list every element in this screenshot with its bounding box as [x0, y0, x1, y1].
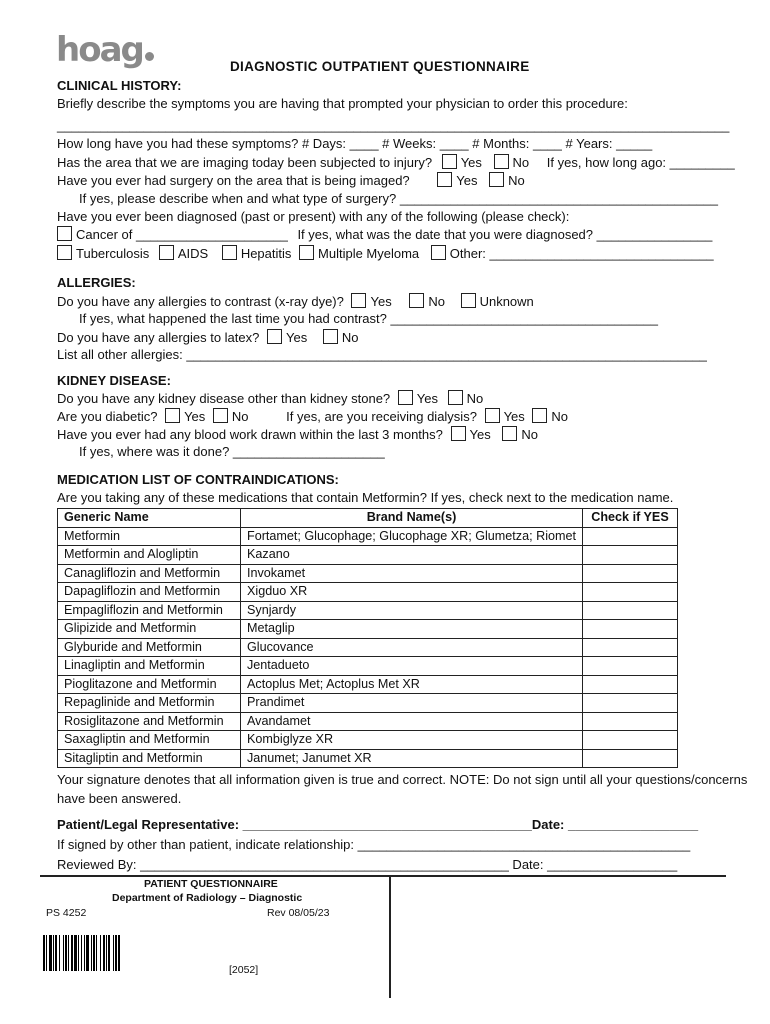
- column-header-brand: Brand Name(s): [241, 509, 583, 528]
- injury-question-row: [57, 154, 735, 170]
- generic-name-cell: Metformin and Alogliptin: [58, 546, 241, 565]
- generic-name-cell: Glyburide and Metformin: [58, 638, 241, 657]
- kidney-yes-label: Yes: [416, 391, 439, 406]
- table-row: [58, 620, 678, 639]
- surgery-yes-label: Yes: [456, 173, 478, 188]
- brand-name-cell: Kombiglyze XR: [241, 731, 583, 750]
- department-label: Department of Radiology – Diagnostic: [112, 892, 303, 904]
- aids-checkbox[interactable]: [159, 245, 174, 260]
- dialysis-question: If yes, are you receiving dialysis?: [286, 409, 477, 424]
- describe-symptoms-prompt: Briefly describe the symptoms you are having that prompted your physician to order this procedure:: [57, 96, 628, 111]
- bloodwork-no-checkbox[interactable]: [502, 426, 517, 441]
- brand-name-cell: Janumet; Janumet XR: [241, 749, 583, 768]
- bloodwork-yes-checkbox[interactable]: [451, 426, 466, 441]
- contrast-unknown-label: Unknown: [479, 294, 534, 309]
- symptom-duration-question[interactable]: How long have you had these symptoms? # Days: ____ # Weeks: ____ # Months: ____ # Years: _____: [57, 136, 653, 151]
- generic-name-cell: Dapagliflozin and Metformin: [58, 583, 241, 602]
- table-row: [58, 712, 678, 731]
- injury-yes-checkbox[interactable]: [442, 154, 457, 169]
- generic-name-cell: Sitagliptin and Metformin: [58, 749, 241, 768]
- metformin-question: Are you taking any of these medications that contain Metformin? If yes, check next to the medication name.: [57, 490, 674, 505]
- injury-how-long-field[interactable]: If yes, how long ago: _________: [546, 155, 735, 170]
- dialysis-no-checkbox[interactable]: [532, 408, 547, 423]
- generic-name-cell: Canagliflozin and Metformin: [58, 564, 241, 583]
- diabetic-row: [57, 408, 568, 424]
- table-header-row: [58, 509, 678, 528]
- brand-name-cell: Kazano: [241, 546, 583, 565]
- generic-name-cell: Pioglitazone and Metformin: [58, 675, 241, 694]
- surgery-describe-field[interactable]: If yes, please describe when and what type of surgery? ____________________________________________: [79, 191, 718, 206]
- multiple-myeloma-label: Multiple Myeloma: [318, 246, 420, 261]
- contrast-yes-label: Yes: [370, 294, 392, 309]
- contrast-allergy-row: [57, 293, 534, 309]
- footer-divider: [40, 875, 726, 877]
- bloodwork-yes-label: Yes: [469, 427, 491, 442]
- check-if-yes-cell[interactable]: [583, 527, 678, 546]
- medication-heading: MEDICATION LIST OF CONTRAINDICATIONS:: [57, 472, 339, 487]
- dialysis-yes-label: Yes: [503, 409, 525, 424]
- table-row: [58, 694, 678, 713]
- table-row: [58, 638, 678, 657]
- latex-allergy-question: Do you have any allergies to latex?: [57, 330, 260, 345]
- aids-label: AIDS: [177, 246, 209, 261]
- barcode: [43, 935, 147, 971]
- contrast-allergy-question: Do you have any allergies to contrast (x-ray dye)?: [57, 294, 344, 309]
- surgery-no-checkbox[interactable]: [489, 172, 504, 187]
- injury-question: Has the area that we are imaging today been subjected to injury?: [57, 155, 433, 170]
- bloodwork-location-field[interactable]: If yes, where was it done? _____________________: [79, 444, 385, 459]
- generic-name-cell: Saxagliptin and Metformin: [58, 731, 241, 750]
- kidney-no-label: No: [466, 391, 484, 406]
- relationship-field[interactable]: If signed by other than patient, indicate relationship: ______________________________________________: [57, 837, 691, 852]
- diagnosed-question: Have you ever been diagnosed (past or present) with any of the following (please check):: [57, 209, 570, 224]
- diabetic-question: Are you diabetic?: [57, 409, 158, 424]
- brand-name-cell: Metaglip: [241, 620, 583, 639]
- latex-yes-checkbox[interactable]: [267, 329, 282, 344]
- other-condition-field[interactable]: Other: _______________________________: [449, 246, 714, 261]
- latex-no-checkbox[interactable]: [323, 329, 338, 344]
- injury-no-checkbox[interactable]: [494, 154, 509, 169]
- surgery-no-label: No: [508, 173, 525, 188]
- clinical-history-heading: CLINICAL HISTORY:: [57, 78, 182, 93]
- contrast-no-label: No: [428, 294, 445, 309]
- table-row: [58, 731, 678, 750]
- brand-name-cell: Jentadueto: [241, 657, 583, 676]
- diabetic-no-checkbox[interactable]: [213, 408, 228, 423]
- brand-name-cell: Glucovance: [241, 638, 583, 657]
- bloodwork-question: Have you ever had any blood work drawn within the last 3 months?: [57, 427, 443, 442]
- check-if-yes-cell[interactable]: [583, 583, 678, 602]
- generic-name-cell: Metformin: [58, 527, 241, 546]
- cancer-date-field[interactable]: If yes, what was the date that you were diagnosed? ________________: [297, 227, 713, 242]
- cancer-checkbox[interactable]: [57, 226, 72, 241]
- check-if-yes-cell[interactable]: [583, 657, 678, 676]
- multiple-myeloma-checkbox[interactable]: [299, 245, 314, 260]
- other-allergies-field[interactable]: List all other allergies: ________________________________________________________________________: [57, 347, 707, 362]
- medication-table: [57, 508, 678, 768]
- table-row: [58, 527, 678, 546]
- form-code: [2052]: [229, 964, 259, 976]
- diabetic-yes-label: Yes: [184, 409, 206, 424]
- brand-name-cell: Prandimet: [241, 694, 583, 713]
- table-row: [58, 749, 678, 768]
- cancer-row: [57, 226, 712, 242]
- conditions-row: [57, 245, 714, 261]
- form-number: PS 4252: [46, 907, 87, 919]
- contrast-no-checkbox[interactable]: [409, 293, 424, 308]
- contrast-reaction-field[interactable]: If yes, what happened the last time you had contrast? _____________________________________: [79, 311, 658, 326]
- check-if-yes-cell[interactable]: [583, 749, 678, 768]
- brand-name-cell: Xigduo XR: [241, 583, 583, 602]
- column-header-generic: Generic Name: [58, 509, 241, 528]
- surgery-yes-checkbox[interactable]: [437, 172, 452, 187]
- generic-name-cell: Empagliflozin and Metformin: [58, 601, 241, 620]
- diabetic-yes-checkbox[interactable]: [165, 408, 180, 423]
- column-header-check: Check if YES: [583, 509, 678, 528]
- bloodwork-no-label: No: [521, 427, 538, 442]
- generic-name-cell: Glipizide and Metformin: [58, 620, 241, 639]
- generic-name-cell: Linagliptin and Metformin: [58, 657, 241, 676]
- cancer-field[interactable]: Cancer of _____________________: [76, 227, 288, 242]
- generic-name-cell: Repaglinide and Metformin: [58, 694, 241, 713]
- contrast-unknown-checkbox[interactable]: [461, 293, 476, 308]
- document-title: DIAGNOSTIC OUTPATIENT QUESTIONNAIRE: [230, 59, 530, 74]
- check-if-yes-cell[interactable]: [583, 601, 678, 620]
- latex-no-label: No: [341, 330, 359, 345]
- tuberculosis-label: Tuberculosis: [76, 246, 150, 261]
- brand-name-cell: Fortamet; Glucophage; Glucophage XR; Glumetza; Riomet: [241, 527, 583, 546]
- hepatitis-label: Hepatitis: [240, 246, 292, 261]
- check-if-yes-cell[interactable]: [583, 731, 678, 750]
- brand-name-cell: Avandamet: [241, 712, 583, 731]
- brand-name-cell: Invokamet: [241, 564, 583, 583]
- check-if-yes-cell[interactable]: [583, 638, 678, 657]
- brand-name-cell: Synjardy: [241, 601, 583, 620]
- kidney-yes-checkbox[interactable]: [398, 390, 413, 405]
- dialysis-yes-checkbox[interactable]: [485, 408, 500, 423]
- hoag-logo: hoag: [56, 30, 154, 70]
- brand-name-cell: Actoplus Met; Actoplus Met XR: [241, 675, 583, 694]
- other-condition-checkbox[interactable]: [431, 245, 446, 260]
- kidney-no-checkbox[interactable]: [448, 390, 463, 405]
- check-if-yes-cell[interactable]: [583, 675, 678, 694]
- check-if-yes-cell[interactable]: [583, 712, 678, 731]
- symptoms-answer-line[interactable]: _____________________________________________________________________________________________: [57, 118, 730, 133]
- kidney-disease-question: Do you have any kidney disease other than kidney stone?: [57, 391, 391, 406]
- tuberculosis-checkbox[interactable]: [57, 245, 72, 260]
- surgery-question: Have you ever had surgery on the area that is being imaged?: [57, 173, 410, 188]
- signature-statement-cont: have been answered.: [57, 791, 182, 806]
- reviewed-by-field[interactable]: Reviewed By: ___________________________________________________ Date: __________________: [57, 857, 678, 872]
- bloodwork-row: [57, 426, 538, 442]
- footer-vertical-divider: [389, 876, 391, 998]
- allergies-heading: ALLERGIES:: [57, 275, 136, 290]
- form-title: PATIENT QUESTIONNAIRE: [144, 878, 278, 890]
- diabetic-no-label: No: [231, 409, 249, 424]
- table-row: [58, 564, 678, 583]
- latex-yes-label: Yes: [285, 330, 308, 345]
- dialysis-no-label: No: [551, 409, 569, 424]
- surgery-question-row: [57, 172, 525, 188]
- latex-allergy-row: [57, 329, 358, 345]
- check-if-yes-cell[interactable]: [583, 546, 678, 565]
- check-if-yes-cell[interactable]: [583, 694, 678, 713]
- revision-date: Rev 08/05/23: [267, 907, 330, 919]
- table-row: [58, 675, 678, 694]
- table-row: [58, 583, 678, 602]
- representative-signature-field[interactable]: Patient/Legal Representative: ________________________________________Date: __________________: [57, 817, 699, 832]
- injury-no-label: No: [512, 155, 530, 170]
- contrast-yes-checkbox[interactable]: [351, 293, 366, 308]
- table-row: [58, 657, 678, 676]
- kidney-disease-heading: KIDNEY DISEASE:: [57, 373, 171, 388]
- check-if-yes-cell[interactable]: [583, 564, 678, 583]
- hepatitis-checkbox[interactable]: [222, 245, 237, 260]
- signature-statement: Your signature denotes that all information given is true and correct. NOTE: Do not sign until all your questions/concerns: [57, 772, 748, 787]
- injury-yes-label: Yes: [460, 155, 482, 170]
- kidney-disease-row: [57, 390, 483, 406]
- generic-name-cell: Rosiglitazone and Metformin: [58, 712, 241, 731]
- table-row: [58, 601, 678, 620]
- check-if-yes-cell[interactable]: [583, 620, 678, 639]
- table-row: [58, 546, 678, 565]
